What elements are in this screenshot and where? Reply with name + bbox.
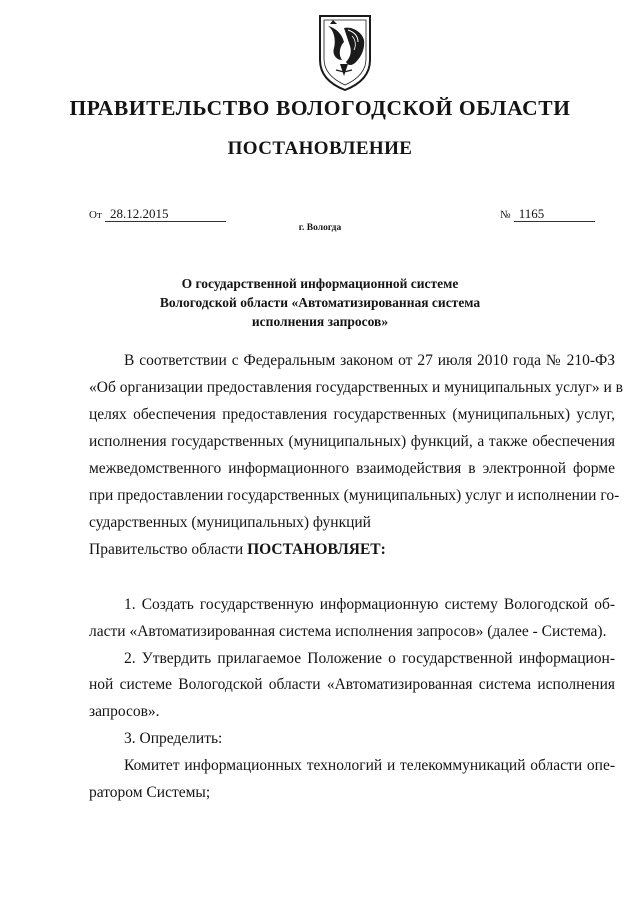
preamble-line: сударственных (муниципальных) функций (89, 514, 371, 531)
item-line: 2. Утвердить прилагаемое Положение о государственной информацион- (124, 649, 615, 667)
subject-line: О государственной информационной системе (181, 276, 459, 291)
preamble-line: межведомственного информационного взаимодействия в электронной форме (89, 460, 615, 477)
document-number-row (500, 206, 595, 222)
decree-verb: ПОСТАНОВЛЯЕТ: (247, 541, 386, 558)
document-number: 1165 (514, 206, 595, 222)
preamble-line: целях обеспечения предоставления государственных (муниципальных) услуг, (89, 406, 615, 423)
preamble-line: при предоставлении государственных (муниципальных) услуг и исполнении го- (89, 487, 620, 504)
item-line: 1. Создать государственную информационную систему Вологодской об- (124, 596, 615, 613)
item-line: ратором Системы; (89, 783, 211, 801)
item-line: 3. Определить: (124, 729, 223, 747)
document-type-title: ПОСТАНОВЛЕНИЕ (227, 138, 413, 159)
item-line: Комитет информационных технологий и телекоммуникаций области опе- (124, 756, 615, 774)
item-line: запросов». (89, 703, 160, 721)
item-line: ной системе Вологодской области «Автоматизированная система исполнения (89, 676, 615, 694)
date-label: От (89, 209, 102, 221)
subject-line: исполнения запросов» (251, 314, 389, 329)
document-city: г. Вологда (298, 223, 342, 233)
preamble-line: исполнения государственных (муниципальных) функций, а также обеспечения (89, 433, 615, 450)
document-date: 28.12.2015 (105, 206, 226, 222)
number-label: № (500, 209, 511, 221)
preamble-line: «Об организации предоставления государственных и муниципальных услуг» и в (89, 379, 623, 396)
document-date-row (89, 206, 226, 222)
subject-line: Вологодской области «Автоматизированная система (159, 295, 481, 310)
organization-title: ПРАВИТЕЛЬСТВО ВОЛОГОДСКОЙ ОБЛАСТИ (69, 96, 571, 120)
preamble-paragraph (89, 347, 623, 563)
preamble-line: В соответствии с Федеральным законом от 27 июля 2010 года № 210-ФЗ (124, 352, 615, 369)
decree-prefix: Правительство области (89, 541, 248, 558)
coat-of-arms-icon (318, 14, 372, 92)
decree-line (89, 536, 615, 563)
item-line: ласти «Автоматизированная система исполнения запросов» (далее - Система). (89, 622, 607, 640)
document-subject (0, 274, 640, 331)
decree-items (89, 592, 615, 806)
